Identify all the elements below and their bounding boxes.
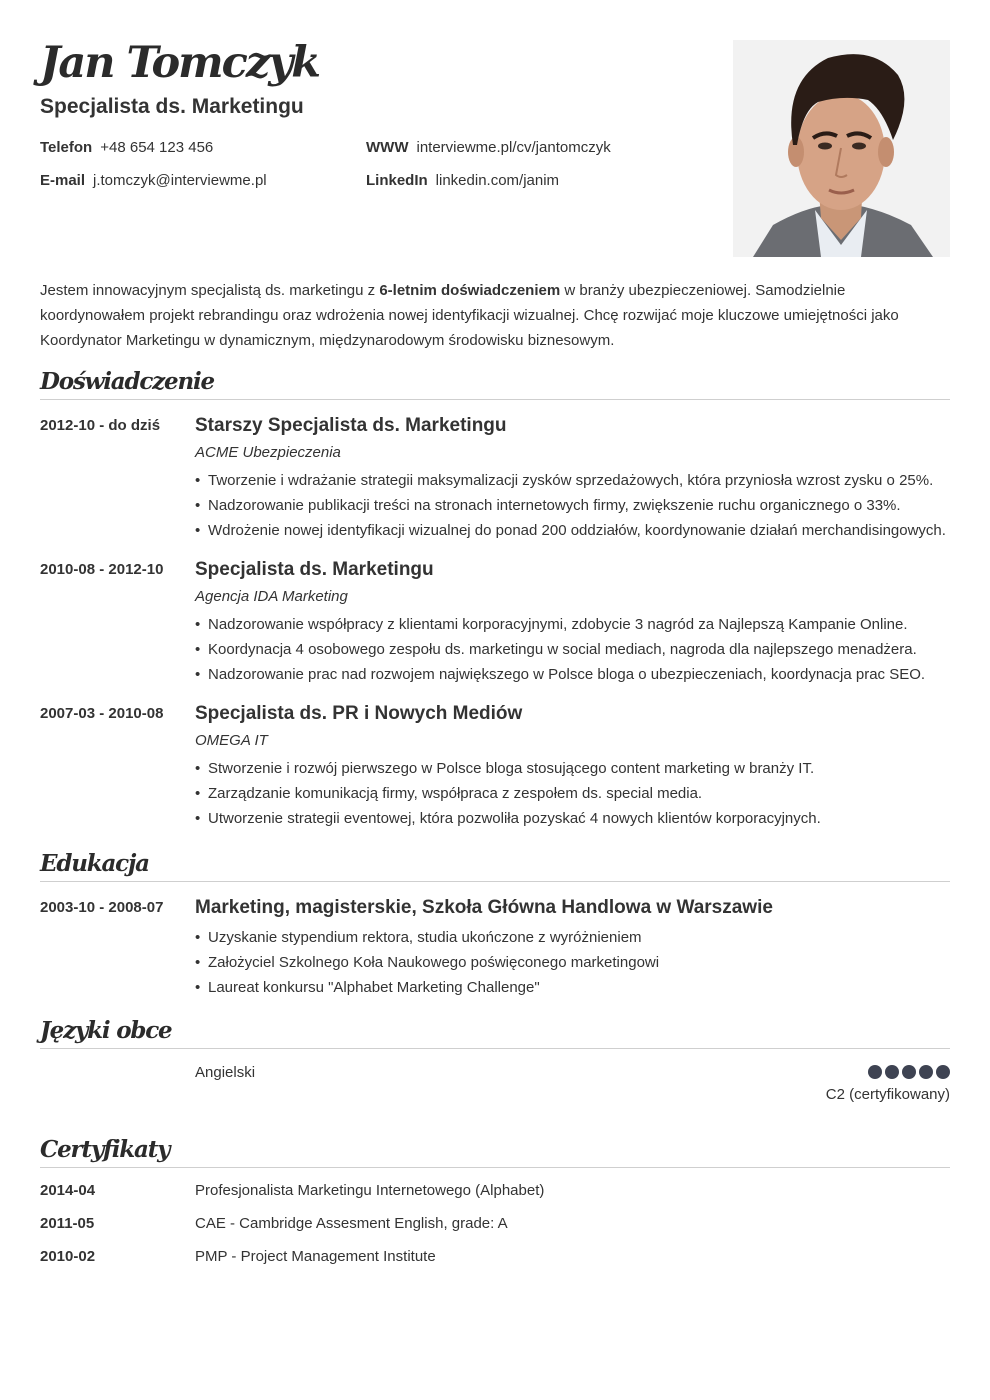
- bullet-item: • Założyciel Szkolnego Koła Naukowego poświęconego marketingowi: [195, 950, 950, 975]
- rating-dot: [902, 1065, 916, 1079]
- certificates-list: [40, 1181, 950, 1280]
- bullet-item: • Wdrożenie nowej identyfikacji wizualnej do ponad 200 oddziałów, koordynowanie działań merchandisingowych.: [195, 518, 950, 543]
- education-section: [40, 849, 950, 1000]
- entry-date: 2012-10 - do dziś: [40, 417, 161, 434]
- bullet-item: • Zarządzanie komunikacją firmy, współpraca z zespołem ds. special media.: [195, 781, 950, 806]
- summary-highlight: 6-letnim doświadczeniem: [379, 282, 561, 299]
- entry-date: 2007-03 - 2010-08: [40, 705, 164, 722]
- rating-dot: [936, 1065, 950, 1079]
- bullet-item: • Nadzorowanie współpracy z klientami korporacyjnymi, zdobycie 3 nagród za Najlepszą Kampanie Online.: [195, 612, 950, 637]
- bullet-item: • Nadzorowanie publikacji treści na stronach internetowych firmy, zwiększenie ruchu organicznego o 33%.: [195, 493, 950, 518]
- rating-dot: [868, 1065, 882, 1079]
- certificate-name: PMP - Project Management Institute: [195, 1248, 436, 1265]
- bullet-item: • Laureat konkursu "Alphabet Marketing Challenge": [195, 975, 950, 1000]
- contact-label: Telefon: [40, 139, 93, 156]
- summary-text-end: w branży ubezpieczeniowej. Samodzielnie koordynowałem projekt rebrandingu oraz wdrożenia nowej identyfikacji wizualnej. Chcę rozwijać moje kluczowe umiejętności jako Koordynator Marketingu w dynamicznym, międzynarodowym środowisku biznesowym.: [40, 282, 899, 349]
- entry-title: Specjalista ds. PR i Nowych Mediów: [195, 703, 523, 724]
- candidate-name: Jan Tomczyk: [40, 38, 320, 88]
- certificate-name: Profesjonalista Marketingu Internetowego (Alphabet): [195, 1182, 545, 1199]
- contact-linkedin: [366, 172, 559, 190]
- entry-company: ACME Ubezpieczenia: [195, 444, 341, 461]
- language-name: Angielski: [195, 1064, 256, 1081]
- resume: [40, 38, 950, 1280]
- entry-company: OMEGA IT: [195, 732, 268, 749]
- bullet-item: • Nadzorowanie prac nad rozwojem największego w Polsce bloga o ubezpieczeniach, koordynacja prac SEO.: [195, 662, 950, 687]
- entry-date: 2003-10 - 2008-07: [40, 899, 164, 916]
- section-heading-experience: Doświadczenie: [40, 367, 950, 400]
- resume-header: [40, 38, 950, 260]
- portrait-image: [733, 40, 950, 257]
- experience-entry: [40, 414, 950, 543]
- rating-dot: [919, 1065, 933, 1079]
- bullet-item: • Tworzenie i wdrażanie strategii maksymalizacji zysków sprzedażowych, która przyniosła wzrost zysku o 25%.: [195, 468, 950, 493]
- certificate-name: CAE - Cambridge Assesment English, grade: A: [195, 1215, 508, 1232]
- profile-summary: [40, 278, 940, 353]
- contact-value: linkedin.com/janim: [435, 172, 560, 189]
- contact-value: interviewme.pl/cv/jantomczyk: [416, 139, 611, 156]
- section-heading-education: Edukacja: [40, 849, 950, 882]
- certificates-section: [40, 1135, 950, 1280]
- entry-bullets: [195, 756, 950, 831]
- language-rating: [868, 1065, 950, 1079]
- contact-value: +48 654 123 456: [100, 139, 214, 156]
- education-entry: [40, 896, 950, 1000]
- language-level: C2 (certyfikowany): [825, 1086, 950, 1103]
- language-entry: [40, 1063, 950, 1121]
- certificate-entry: [40, 1181, 950, 1214]
- section-heading-certificates: Certyfikaty: [40, 1135, 950, 1168]
- entry-company: Agencja IDA Marketing: [195, 588, 348, 605]
- certificate-date: 2014-04: [40, 1182, 96, 1199]
- contact-label: E-mail: [40, 172, 86, 189]
- contact-label: LinkedIn: [366, 172, 428, 189]
- candidate-title: Specjalista ds. Marketingu: [40, 95, 304, 118]
- entry-date: 2010-08 - 2012-10: [40, 561, 164, 578]
- certificate-entry: [40, 1247, 950, 1280]
- contact-value: j.tomczyk@interviewme.pl: [93, 172, 267, 189]
- certificate-date: 2011-05: [40, 1215, 95, 1232]
- experience-section: [40, 367, 950, 831]
- contact-email: [40, 172, 267, 190]
- entry-title: Starszy Specjalista ds. Marketingu: [195, 415, 507, 436]
- contact-www: [366, 139, 611, 157]
- experience-entry: [40, 702, 950, 831]
- bullet-item: • Utworzenie strategii eventowej, która pozwoliła pozyskać 4 nowych klientów korporacyjnych.: [195, 806, 950, 831]
- bullet-item: • Uzyskanie stypendium rektora, studia ukończone z wyróżnieniem: [195, 925, 950, 950]
- contact-phone: [40, 139, 213, 157]
- section-heading-languages: Języki obce: [40, 1016, 950, 1049]
- summary-text-start: Jestem innowacyjnym specjalistą ds. marketingu z: [40, 282, 380, 299]
- certificate-date: 2010-02: [40, 1248, 96, 1265]
- entry-bullets: [195, 468, 950, 543]
- experience-entry: [40, 558, 950, 687]
- profile-photo: [733, 40, 950, 257]
- bullet-item: • Stworzenie i rozwój pierwszego w Polsce bloga stosującego content marketing w branży IT.: [195, 756, 950, 781]
- rating-dot: [885, 1065, 899, 1079]
- entry-bullets: [195, 925, 950, 1000]
- entry-title: Marketing, magisterskie, Szkoła Główna Handlowa w Warszawie: [195, 897, 773, 918]
- entry-bullets: [195, 612, 950, 687]
- languages-section: [40, 1016, 950, 1121]
- bullet-item: • Koordynacja 4 osobowego zespołu ds. marketingu w social mediach, nagroda dla najlepszego menadżera.: [195, 637, 950, 662]
- certificate-entry: [40, 1214, 950, 1247]
- entry-title: Specjalista ds. Marketingu: [195, 559, 434, 580]
- contact-label: WWW: [366, 139, 409, 156]
